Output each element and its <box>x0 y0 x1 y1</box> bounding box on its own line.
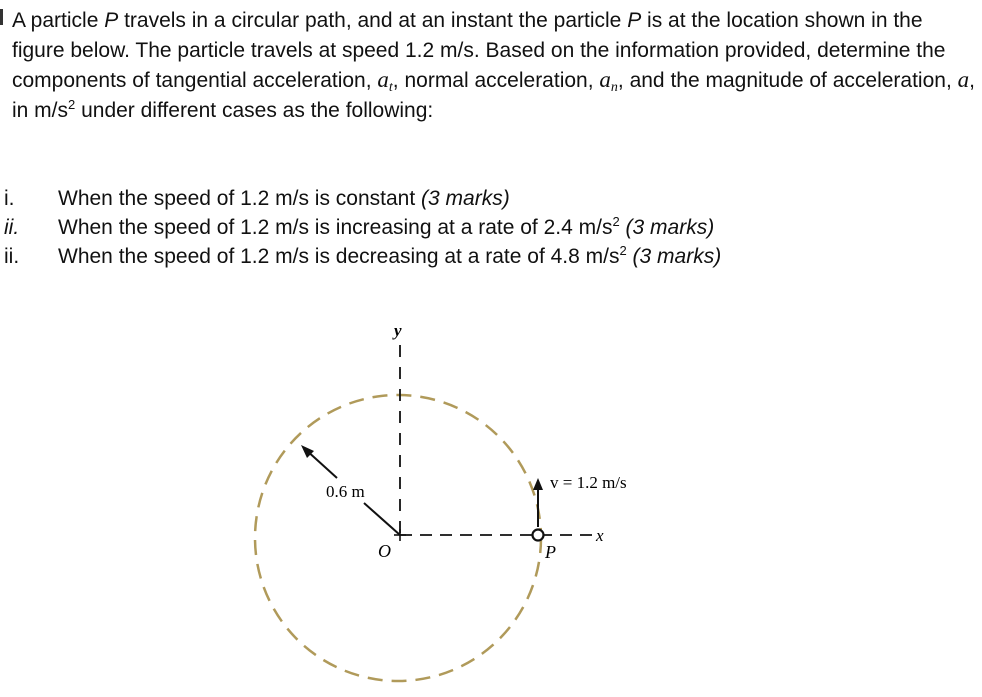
question-number: i. <box>4 187 15 210</box>
intro-text: A particle <box>12 9 105 32</box>
radius-label: 0.6 m <box>326 482 365 501</box>
list-bullet-fragment <box>0 9 3 25</box>
y-axis-label: y <box>394 321 402 340</box>
problem-statement <box>12 6 977 125</box>
particle-label: P <box>545 542 556 562</box>
radius-line <box>364 503 400 535</box>
question-item <box>0 184 940 213</box>
normal-accel-symbol: $a_n$ <box>599 67 618 95</box>
question-text: When the speed of 1.2 m/s is constant (3 marks) <box>58 187 510 210</box>
accel-magnitude-symbol: a <box>957 67 970 92</box>
question-marks: (3 marks) <box>421 187 510 210</box>
question-marks: (3 marks) <box>626 245 722 268</box>
intro-text: travels in a circular path, and at an instant the particle <box>118 9 628 32</box>
question-item <box>0 242 940 271</box>
particle-p <box>533 530 544 541</box>
intro-text: , normal acceleration, <box>392 69 600 92</box>
radius-line <box>305 449 337 478</box>
intro-text: , in m/s <box>12 69 975 122</box>
question-number: ii. <box>4 245 20 268</box>
question-list <box>0 184 940 271</box>
intro-text: under different cases as the following: <box>75 98 434 122</box>
particle-symbol: P <box>104 9 119 32</box>
particle-symbol: P <box>627 9 642 32</box>
question-number: ii. <box>4 216 20 239</box>
question-text: When the speed of 1.2 m/s is increasing at a rate of 2.4 $m/s^2$ (3 marks) <box>58 214 715 239</box>
question-item <box>0 213 940 242</box>
circular-path <box>255 395 541 681</box>
origin-label: O <box>378 541 391 561</box>
radius-arrowhead <box>301 445 314 458</box>
x-axis-label: x <box>596 526 604 545</box>
velocity-arrowhead <box>533 478 543 490</box>
squared-superscript: 2 <box>68 96 76 112</box>
intro-text: is at the location shown in the figure below. The particle travels at speed 1.2 m/s. Based on the information provided, determine the components of tangential acceleration, <box>12 9 946 92</box>
question-text: When the speed of 1.2 m/s is decreasing at a rate of 4.8 $m/s^2$ (3 marks) <box>58 243 722 268</box>
velocity-label: v = 1.2 m/s <box>550 473 627 492</box>
intro-text: , and the magnitude of acceleration, <box>617 69 958 92</box>
tangential-accel-symbol: $a_t$ <box>377 67 393 95</box>
question-marks: (3 marks) <box>619 216 715 239</box>
